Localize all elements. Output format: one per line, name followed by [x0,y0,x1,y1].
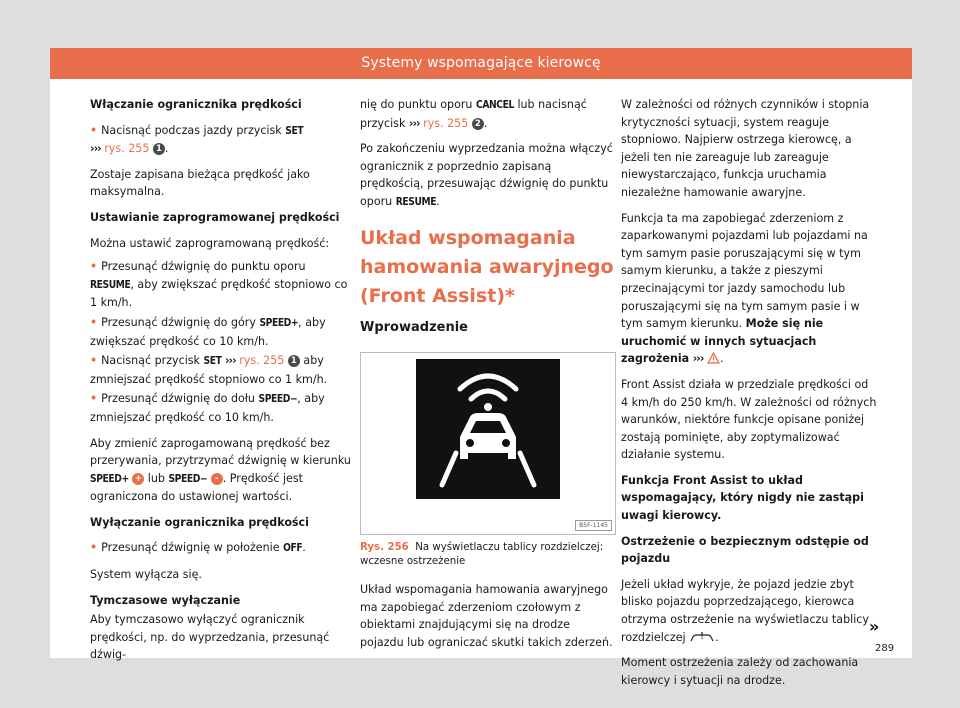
figure-ref-link[interactable]: rys. 255 [104,142,150,156]
bullet-resume: • Przesunąć dźwignię do punktu oporu RESUME, aby zwiększać prędkość stopniowo co 1 km/h. [90,258,352,312]
warning-triangle-icon [707,352,720,364]
heading-distance-warning: Ostrzeżenie o bezpiecznym odstępie od pojazdu [621,534,869,566]
paragraph-temporary: Aby tymczasowo wyłączyć ogranicznik prędkości, np. do wyprzedzania, przesunąć dźwig- [90,613,330,662]
paragraph-moment: Moment ostrzeżenia zależy od zachowania kierowcy i sytuacji na drodze. [621,656,859,687]
paragraph-after: Po zakończeniu wyprzedzania można włączyć ogranicznik z poprzednio zapisaną prędkością, przesuwając dźwignię do punktu oporu RESUME. [360,142,613,208]
plus-callout: + [132,473,144,485]
continue-mark: » [869,617,880,636]
paragraph-stored: Zostaje zapisana bieżąca prędkość jako maksymalna. [90,167,310,199]
figure-ref-link-3[interactable]: rys. 255 [423,116,469,130]
callout-1: 1 [153,143,165,155]
section-title: Układ wspomagania hamowania awaryjnego (Front Assist)* [360,226,614,307]
key-speed-plus: SPEED+ [259,317,299,329]
paragraph-off: System wyłącza się. [90,568,202,582]
dashboard-display-image [416,359,560,499]
bullet-speed-plus: • Przesunąć dźwignię do góry SPEED+, aby zwiększać prędkość co 10 km/h. [90,314,352,350]
paragraph-range: Front Assist działa w przedziale prędkości od 4 km/h do 250 km/h. W zależności od różnych warunków, niektóre funkcje opisane poniżej zostają pominięte, aby zoptymalizować działanie systemu. [621,377,877,462]
key-speed-minus: SPEED− [258,394,298,406]
figure-256 [360,352,616,535]
key-set: SET [285,125,304,137]
paragraph-reacts: W zależności od różnych czynników i stopnia krytyczności sytuacji, system reaguje stopniowo. Najpierw ostrzega kierowcę, a jeżeli ten nie zareaguje lub zareaguje niewystarczająco, funkcja uruchamia niezależne hamowanie awaryjne. [621,98,870,199]
bullet-off: • Przesunąć dźwignię w położenie OFF. [90,539,352,558]
bullet-speed-minus: • Przesunąć dźwignię do dołu SPEED−, aby zmniejszać prędkość co 10 km/h. [90,390,352,426]
cross-ref-arrows: ››› [90,142,101,156]
key-set-2: SET [203,356,222,368]
key-off: OFF [283,543,303,555]
heading-disable: Wyłączanie ogranicznika prędkości [90,515,309,529]
key-resume: RESUME [90,279,131,291]
paragraph-distance: Jeżeli układ wykryje, że pojazd jedzie zbyt blisko pojazdu poprzedzającego, kierowca otrzyma ostrzeżenie na wyświetlaczu tablicy rozdzielczej . [621,577,869,644]
paragraph-function: Funkcja ta ma zapobiegać zderzeniom z zaparkowanymi pojazdami lub pojazdami na tym samym pasie poruszającymi się w tym samym kierunku, a także z pieszymi przecinającymi tor jazdy samochodu lub poruszającymi się na tym samym pasie i w tym samym kierunku. Może się nie uruchomić w innych sytuacjach zagrożenia ››› . [621,211,868,366]
distance-warning-car-icon [689,631,715,643]
paragraph-can-set: Można ustawić zaprogramowaną prędkość: [90,236,330,250]
figure-code: B5F-1145 [575,520,612,531]
paragraph-description: Układ wspomagania hamowania awaryjnego ma zapobiegać zderzeniom czołowym z obiektami znajdującymi się na drodze pojazdu lub ograniczać skutki takich zderzeń. [360,583,613,649]
page-number: 289 [875,643,895,654]
key-cancel: CANCEL [476,100,514,111]
column-1 [90,96,352,672]
column-3 [621,96,880,697]
callout-2: 2 [472,118,484,130]
bullet-enable: • Nacisnąć podczas jazdy przycisk SET ››› rys. 255 1 . [90,122,352,158]
paragraph-change: Aby zmienić zaprogamowaną prędkość bez przerywania, przytrzymać dźwignię w kierunku SPEED+ + lub SPEED− - . Prędkość jest ograniczona do ustawionej wartości. [90,436,351,504]
callout-1b: 1 [288,355,300,367]
manual-page [50,48,912,687]
figure-caption: Rys. 256 Na wyświetlaczu tablicy rozdzielczej: wczesne ostrzeżenie [360,542,604,568]
key-resume-2: RESUME [395,196,437,208]
bullet-set-down: • Nacisnąć przycisk SET ››› rys. 255 1 aby zmniejszać prędkość stopniowo co 1 km/h. [90,352,352,388]
front-assist-warning-icon [416,359,560,499]
column-2 [360,96,616,660]
section-header: Systemy wspomagające kierowcę [50,48,912,79]
heading-enable: Włączanie ogranicznika prędkości [90,98,302,111]
paragraph-cancel: nię do punktu oporu CANCEL lub nacisnąć przycisk ››› rys. 255 2 . [360,98,587,130]
heading-setting: Ustawianie zaprogramowanej prędkości [90,210,340,224]
heading-temporary: Tymczasowe wyłączanie [90,593,241,607]
paragraph-never-replace: Funkcja Front Assist to układ wspomagający, który nigdy nie zastąpi uwagi kierowcy. [621,473,864,523]
subsection-title: Wprowadzenie [360,319,468,335]
minus-callout: - [211,473,223,485]
figure-ref-link-2[interactable]: rys. 255 [239,354,285,368]
